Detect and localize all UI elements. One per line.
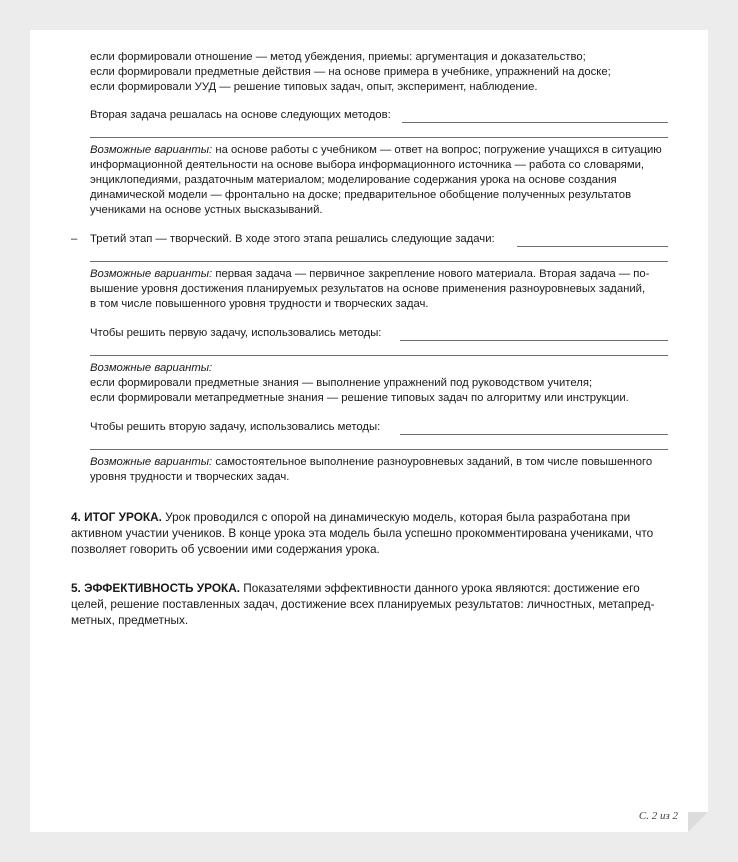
variants-line: уровня трудности и творческих задач.: [90, 471, 290, 483]
page-corner-fold: [688, 812, 708, 832]
section-4-line: активном участии учеников. В конце урока эта модель была успешно прокомментирована учениками, что: [71, 526, 654, 540]
variants-paragraph: Возможные варианты: самостоятельное выполнение разноуровневых заданий, в том числе повышенного: [90, 456, 653, 468]
variants-line: учениками на основе устных высказываний.: [90, 204, 323, 216]
section-4-line: позволяет говорить об усвоении ими содержания урока.: [71, 542, 380, 556]
variants-line: в том числе повышенного уровня трудности и творческих задач.: [90, 298, 429, 310]
method-line: если формировали предметные действия — на основе примера в учебнике, упражнений на доске;: [90, 66, 611, 78]
variants-paragraph: Возможные варианты: первая задача — первичное закрепление нового материала. Вторая задача — по-: [90, 268, 650, 280]
page-number: С. 2 из 2: [638, 810, 678, 822]
section-5-paragraph: 5. ЭФФЕКТИВНОСТЬ УРОКА. Показателями эффективности данного урока являются: достижение его: [71, 581, 640, 595]
variants-label: Возможные варианты:: [90, 362, 213, 374]
variants-line: если формировали предметные знания — выполнение упражнений под руководством учителя;: [90, 377, 593, 389]
variants-line: энциклопедиями, раздаточным материалом; моделирование содержания урока на основе создания: [90, 174, 617, 186]
variants-label: Возможные варианты:: [90, 456, 213, 468]
section-4-heading: 4. ИТОГ УРОКА.: [71, 510, 162, 524]
section-5-line: целей, решение поставленных задач, достижение всех планируемых результатов: личностных, метапред-: [71, 597, 655, 611]
second-task-prompt: Чтобы решить вторую задачу, использовались методы:: [90, 421, 381, 433]
variants-line: динамической модели — фронтально на доске; предварительное обобщение полученных результатов: [90, 189, 632, 201]
answer-line[interactable]: [402, 122, 668, 123]
answer-line[interactable]: [517, 246, 668, 247]
first-task-prompt: Чтобы решить первую задачу, использовались методы:: [90, 327, 382, 339]
section-5-line: метных, предметных.: [71, 613, 189, 627]
answer-line[interactable]: [90, 137, 668, 138]
answer-line[interactable]: [90, 449, 668, 450]
answer-line[interactable]: [400, 340, 668, 341]
section-5-heading: 5. ЭФФЕКТИВНОСТЬ УРОКА.: [71, 581, 241, 595]
method-line: если формировали отношение — метод убеждения, приемы: аргументация и доказательство;: [90, 51, 586, 63]
variants-label: Возможные варианты:: [90, 268, 213, 280]
answer-line[interactable]: [400, 434, 668, 435]
variants-line: вышение уровня достижения планируемых результатов на основе применения разноуровневых заданий,: [90, 283, 646, 295]
answer-line[interactable]: [90, 261, 668, 262]
document-page: [30, 30, 708, 832]
method-line: если формировали УУД — решение типовых задач, опыт, эксперимент, наблюдение.: [90, 81, 538, 93]
stage3-prompt: Третий этап — творческий. В ходе этого этапа решались следующие задачи:: [90, 233, 495, 245]
section-4-paragraph: 4. ИТОГ УРОКА. Урок проводился с опорой на динамическую модель, которая была разработана при: [71, 510, 631, 524]
answer-line[interactable]: [90, 355, 668, 356]
variants-label: Возможные варианты:: [90, 144, 213, 156]
variants-line: информационной деятельности на основе выбора информационного источника — работа со словарями,: [90, 159, 645, 171]
variants-line: если формировали метапредметные знания — решение типовых задач по алгоритму или инструкции.: [90, 392, 629, 404]
variants-paragraph: Возможные варианты: на основе работы с учебником — ответ на вопрос; погружение учащихся в ситуацию: [90, 144, 662, 156]
list-dash: –: [71, 233, 78, 245]
second-task-prompt: Вторая задача решалась на основе следующих методов:: [90, 109, 391, 121]
